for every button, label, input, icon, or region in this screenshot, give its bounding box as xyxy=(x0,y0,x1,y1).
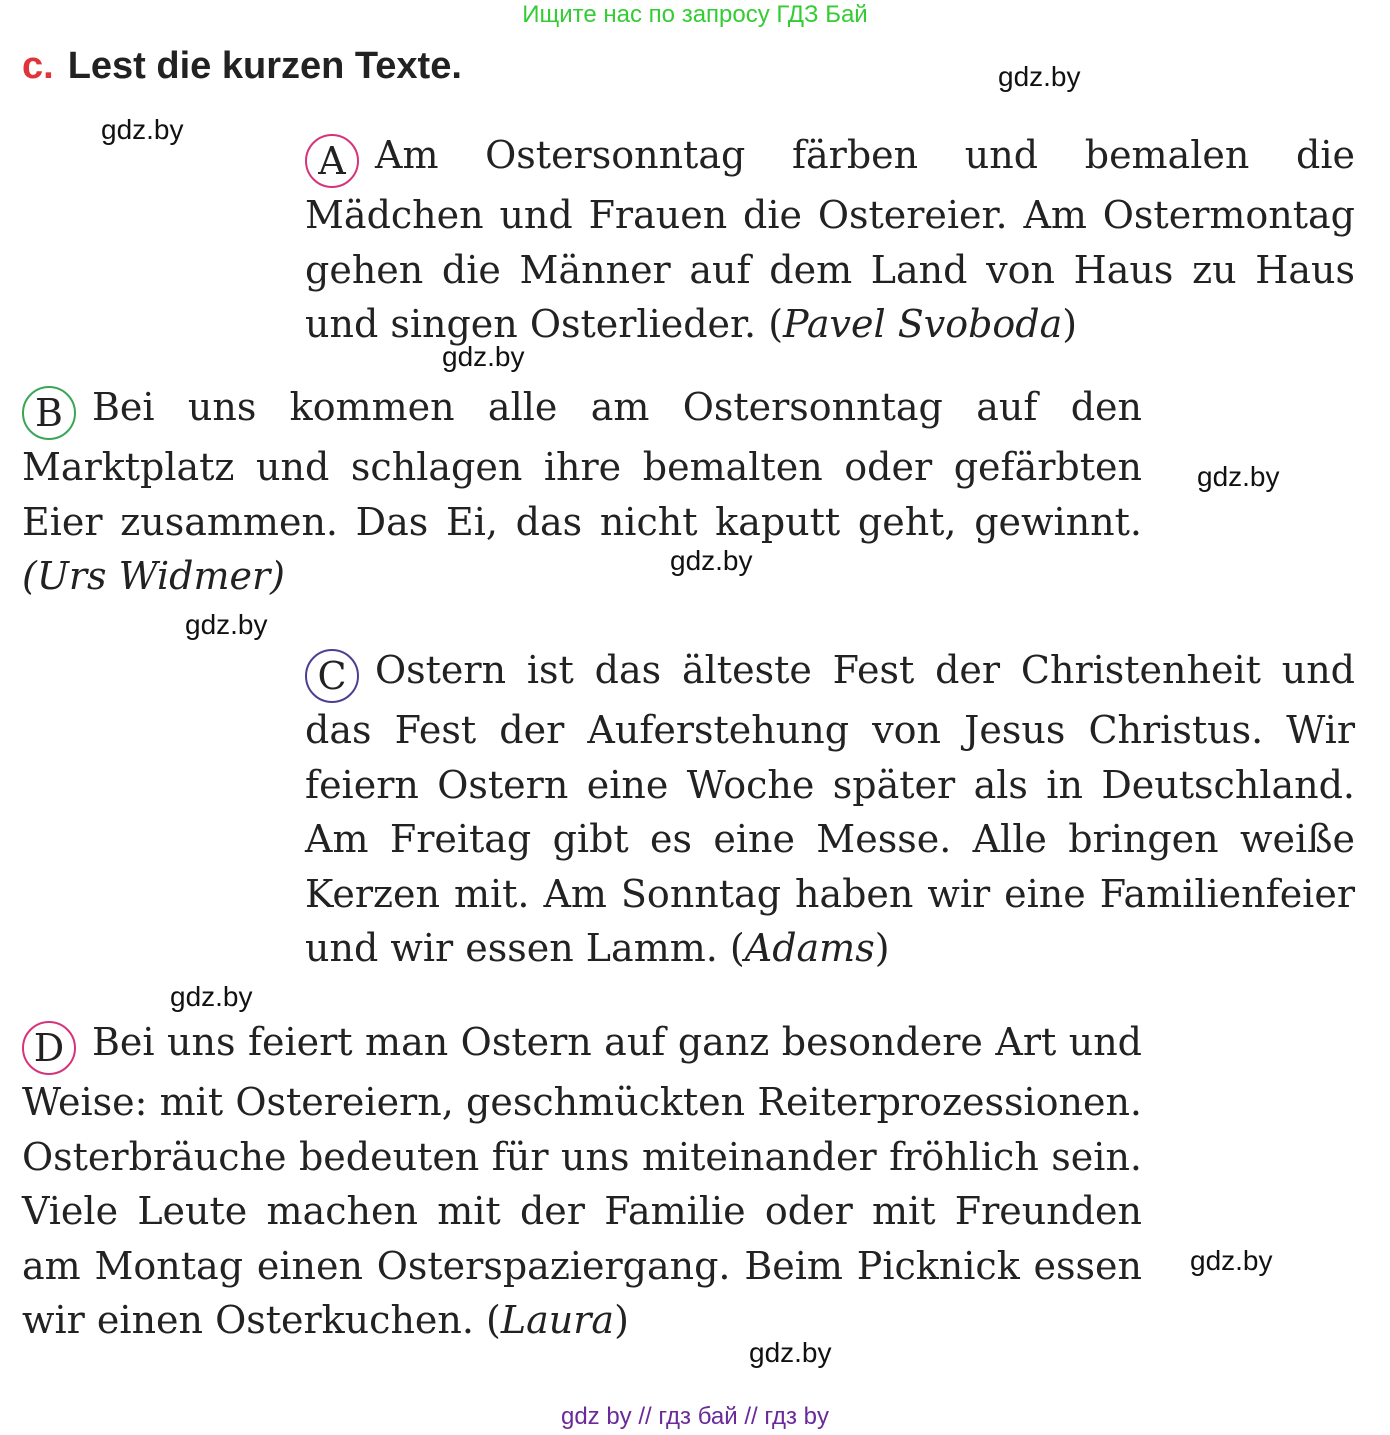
watermark: gdz.by xyxy=(998,61,1081,92)
text-b-label-badge: B xyxy=(22,386,76,440)
watermark: gdz.by xyxy=(1190,1245,1273,1276)
task-title: Lest die kurzen Texte. xyxy=(67,45,462,87)
text-a: A Am Ostersonntag färben und bemalen die Mädchen und Frauen die Ostereier. Am Ostermontag gehen die Männer auf dem Land von Haus zu Haus und singen Osterlieder. (Pavel Svoboda) xyxy=(305,133,1355,346)
top-banner: Ищите нас по запросу ГДЗ Бай xyxy=(522,1,868,28)
text-a-label-badge: A xyxy=(305,134,359,188)
text-c-author: Adams xyxy=(744,926,875,970)
watermark: gdz.by xyxy=(170,981,253,1012)
text-b xyxy=(22,380,1142,604)
text-b-body: Bei uns kommen alle am Ostersonntag auf den Marktplatz und schlagen ihre bemalten oder gefärbten Eier zusammen. Das Ei, das nicht kaputt geht, gewinnt. xyxy=(22,385,1142,544)
text-c-body: Ostern ist das älteste Fest der Christenheit und das Fest der Auferstehung von Jesus Christus. Wir feiern Ostern eine Woche später als in Deutschland. Am Freitag gibt es eine Messe. Alle bringen weiße Kerzen mit. Am Sonntag haben wir eine Familienfeier und wir essen Lamm. xyxy=(305,648,1355,970)
text-d-author: Laura xyxy=(500,1298,615,1342)
text-d: D Bei uns feiert man Ostern auf ganz besondere Art und Weise: mit Ostereiern, geschmückten Reiterprozessionen. Osterbräuche bedeuten für uns miteinander fröhlich sein. Viele Leute machen mit der Familie oder mit Freunden am Montag einen Osterspaziergang. Beim Picknick essen wir einen Osterkuchen. (Laura) xyxy=(22,1020,1142,1342)
watermark: gdz.by xyxy=(185,609,268,640)
text-b-author-wrap: (Urs Widmer) xyxy=(22,554,285,598)
watermark: gdz.by xyxy=(670,545,753,576)
text-b-author: Urs Widmer xyxy=(36,554,271,598)
text-c: C Ostern ist das älteste Fest der Christenheit und das Fest der Auferstehung von Jesus Christus. Wir feiern Ostern eine Woche später als in Deutschland. Am Freitag gibt es eine Messe. Alle bringen weiße Kerzen mit. Am Sonntag haben wir eine Familienfeier und wir essen Lamm. (Adams) xyxy=(305,648,1355,970)
text-a-author: Pavel Svoboda xyxy=(783,302,1063,346)
task-letter: c. xyxy=(22,45,54,87)
text-d-label-badge: D xyxy=(22,1021,76,1075)
text-c-label-badge: C xyxy=(305,649,359,703)
watermark: gdz.by xyxy=(442,341,525,372)
task-heading xyxy=(22,42,462,90)
footer-watermark: gdz by // гдз бай // гдз by xyxy=(560,1403,830,1430)
text-d-body: Bei uns feiert man Ostern auf ganz besondere Art und Weise: mit Ostereiern, geschmückten Reiterprozessionen. Osterbräuche bedeuten für uns miteinander fröhlich sein. Viele Leute machen mit der Familie oder mit Freunden am Montag einen Osterspaziergang. Beim Picknick essen wir einen Osterkuchen. xyxy=(22,1020,1142,1342)
watermark: gdz.by xyxy=(1197,461,1280,492)
watermark: gdz.by xyxy=(101,114,184,145)
watermark: gdz.by xyxy=(749,1337,832,1368)
text-a-body: Am Ostersonntag färben und bemalen die Mädchen und Frauen die Ostereier. Am Ostermontag gehen die Männer auf dem Land von Haus zu Haus und singen Osterlieder. xyxy=(305,133,1355,346)
